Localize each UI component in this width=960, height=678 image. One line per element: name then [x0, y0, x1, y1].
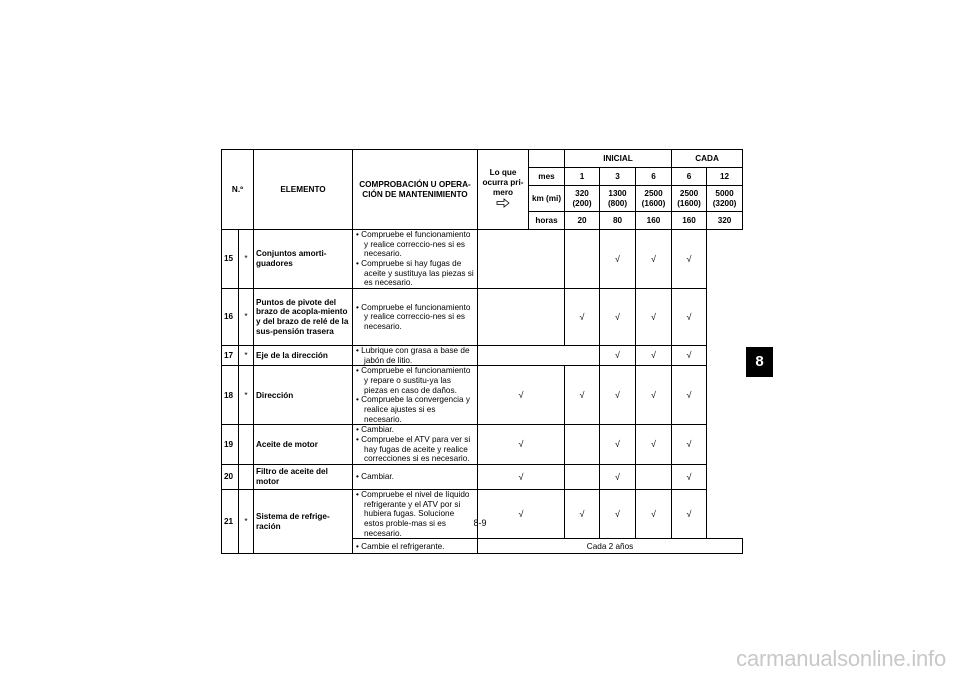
row-number: 15: [222, 230, 239, 289]
header-first: [478, 150, 529, 230]
unit-value: 80: [600, 212, 636, 230]
check-mark: √: [478, 465, 565, 490]
op-item: • Compruebe el funcionamiento y realice correccio-nes si es necesario.: [355, 230, 475, 259]
unit-label-km: km (mi): [529, 186, 565, 212]
row-star: *: [239, 289, 254, 346]
row-number: 17: [222, 346, 239, 366]
row-ops: [353, 366, 478, 425]
check-mark: √: [478, 425, 565, 465]
row-ops: [353, 490, 478, 539]
check-mark: [565, 230, 600, 289]
watermark: carmanualsonline.info: [736, 646, 946, 671]
unit-label-hours: horas: [529, 212, 565, 230]
header-blank: [529, 150, 565, 168]
unit-value: 5000 (3200): [707, 186, 743, 212]
row-star: *: [239, 366, 254, 425]
check-mark: √: [600, 289, 636, 346]
op-item: • Compruebe el funcionamiento y repare o sustitu-ya las piezas en caso de daños.: [355, 366, 475, 395]
unit-value: 320 (200): [565, 186, 600, 212]
op-item: • Compruebe si hay fugas de aceite y sustituya las piezas si es necesario.: [355, 259, 475, 288]
row-span: [478, 230, 565, 289]
chapter-tab: 8: [746, 347, 773, 377]
row-ops: [353, 346, 478, 366]
unit-value: 160: [672, 212, 707, 230]
check-mark: √: [478, 366, 565, 425]
row-element: Filtro de aceite del motor: [254, 465, 353, 490]
row-element: Aceite de motor: [254, 425, 353, 465]
header-element: ELEMENTO: [254, 150, 353, 230]
unit-value: 160: [636, 212, 672, 230]
row-ops: [353, 425, 478, 465]
unit-value: 3: [600, 168, 636, 186]
check-mark: [565, 465, 600, 490]
check-mark: √: [636, 366, 672, 425]
unit-value: 20: [565, 212, 600, 230]
row-star: *: [239, 346, 254, 366]
op-item: • Compruebe el ATV para ver si hay fugas de aceite y realice correcciones si es necesario.: [355, 435, 475, 464]
check-mark: √: [600, 346, 636, 366]
row-number: 16: [222, 289, 239, 346]
row-number: 20: [222, 465, 239, 490]
row-ops: [353, 230, 478, 289]
check-mark: √: [600, 230, 636, 289]
check-mark: √: [672, 425, 707, 465]
table-row: [222, 490, 743, 539]
header-first-label: Lo que ocurra pri-mero: [482, 168, 524, 197]
unit-value: 1: [565, 168, 600, 186]
check-mark: √: [672, 490, 707, 539]
check-mark: √: [636, 490, 672, 539]
table-row: [222, 346, 743, 366]
check-mark: √: [600, 366, 636, 425]
row-element: Conjuntos amorti-guadores: [254, 230, 353, 289]
row-ops: [353, 289, 478, 346]
check-mark: √: [672, 346, 707, 366]
row-number: 19: [222, 425, 239, 465]
op-item: • Cambie el refrigerante.: [355, 542, 475, 552]
check-mark: √: [565, 490, 600, 539]
header-check: COMPROBACIÓN U OPERA-CIÓN DE MANTENIMIENTO: [353, 150, 478, 230]
unit-value: 6: [672, 168, 707, 186]
table-row: [222, 230, 743, 289]
row-ops: [353, 539, 478, 554]
unit-value: 2500 (1600): [636, 186, 672, 212]
check-mark: √: [565, 366, 600, 425]
check-mark: √: [636, 346, 672, 366]
page-number: 8-9: [473, 518, 487, 528]
header-no: N.º: [222, 150, 254, 230]
check-mark: √: [636, 289, 672, 346]
unit-value: 2500 (1600): [672, 186, 707, 212]
unit-value: 1300 (800): [600, 186, 636, 212]
op-item: • Compruebe el funcionamiento y realice correccio-nes si es necesario.: [355, 303, 475, 332]
row-star: *: [239, 230, 254, 289]
row-star: [239, 465, 254, 490]
coolant-interval: Cada 2 años: [478, 539, 743, 554]
table-row: [222, 289, 743, 346]
header-every: CADA: [672, 150, 743, 168]
header-initial: INICIAL: [565, 150, 672, 168]
check-mark: √: [672, 465, 707, 490]
row-element: Puntos de pivote del brazo de acopla-miento y del brazo de relé de la sus-pensión trasera: [254, 289, 353, 346]
row-number: 18: [222, 366, 239, 425]
table-row: [222, 366, 743, 425]
check-mark: √: [672, 366, 707, 425]
unit-label-month: mes: [529, 168, 565, 186]
table-row: [222, 425, 743, 465]
check-mark: √: [636, 230, 672, 289]
row-span: [478, 289, 565, 346]
check-mark: √: [600, 465, 636, 490]
maintenance-table: [221, 149, 743, 554]
op-item: • Cambiar.: [355, 425, 475, 435]
check-mark: [636, 465, 672, 490]
check-mark: √: [600, 425, 636, 465]
row-element: Sistema de refrige-ración: [254, 490, 353, 554]
op-item: • Compruebe la convergencia y realice ajustes si es necesario.: [355, 395, 475, 424]
row-star: *: [239, 490, 254, 554]
check-mark: √: [672, 289, 707, 346]
row-star: [239, 425, 254, 465]
unit-value: 320: [707, 212, 743, 230]
check-mark: √: [672, 230, 707, 289]
unit-value: 6: [636, 168, 672, 186]
op-item: • Cambiar.: [355, 472, 475, 482]
arrow-right-icon: [496, 198, 510, 208]
check-mark: [565, 425, 600, 465]
row-number: 21: [222, 490, 239, 554]
check-mark: √: [478, 490, 565, 539]
table-row: [222, 465, 743, 490]
row-element: Dirección: [254, 366, 353, 425]
op-item: • Compruebe el nivel de líquido refrigerante y el ATV por si hubiera fugas. Solucione estos proble-mas si es necesario.: [355, 490, 475, 538]
row-ops: [353, 465, 478, 490]
unit-value: 12: [707, 168, 743, 186]
check-mark: √: [636, 425, 672, 465]
op-item: • Lubrique con grasa a base de jabón de litio.: [355, 346, 475, 365]
row-element: Eje de la dirección: [254, 346, 353, 366]
row-span: [478, 346, 600, 366]
check-mark: √: [600, 490, 636, 539]
check-mark: √: [565, 289, 600, 346]
